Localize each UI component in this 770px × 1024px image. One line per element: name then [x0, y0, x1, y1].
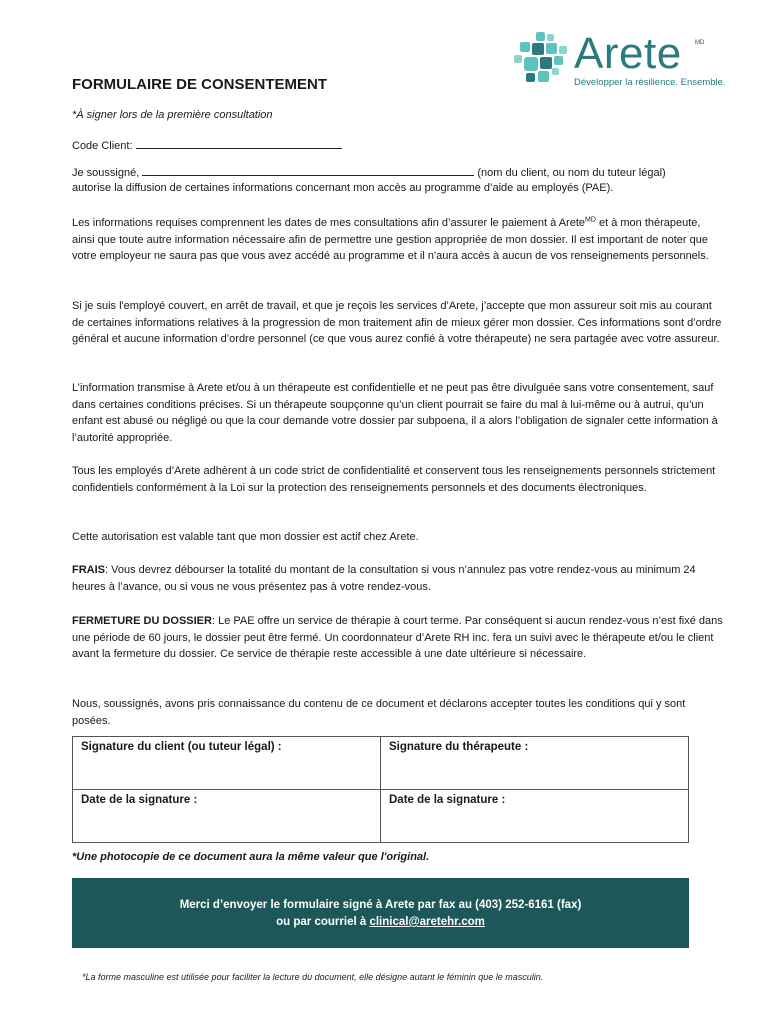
client-name-field[interactable] [142, 165, 474, 176]
email-link[interactable]: clinical@aretehr.com [369, 916, 485, 928]
paragraph-insurer: Si je suis l'employé couvert, en arrêt de travail, et que je reçois les services d’Arete, j’accepte que mon assureur soit mis au courant de certaines informations relatives à la progression de mon traitement afin de mieux gérer mon dossier. Ces informations sont d’ordre général et aucune information d’ordre personnel (ce que vous aurez confié à votre thérapeute) ne sera partagée avec votre assureur. [72, 300, 722, 346]
logo-wordmark: Arete [574, 29, 682, 78]
paragraph-confidentiality: L’information transmise à Arete et/ou à un thérapeute est confidentielle et ne peut pas être divulguée sans votre consentement, sauf dans certaines conditions précises. Si un thérapeute soupçonne qu’un client pourrait se faire du mal à lui-même ou à autrui, qu’un enfant est abusé ou négligé ou que la cour demande votre dossier par subpoena, il a alors l’obligation de signaler cette information à l’autorité appropriée. [72, 382, 718, 444]
form-title: FORMULAIRE DE CONSENTEMENT [72, 76, 327, 93]
p1-md-mark: MD [585, 216, 596, 224]
p1-text-a: Les informations requises comprennent les dates de mes consultations afin d’assurer le paiement à Arete [72, 217, 586, 229]
p1-text-b: et à mon thérapeute, ainsi que toute autre information nécessaire afin de permettre une gestion appropriée de mon dossier. Il est important de noter que votre employeur ne saura pas que vous avez accédé au programme et il n'aura accès à aucun de vos renseignements personnels. [72, 217, 709, 263]
paragraph-frais [72, 562, 724, 595]
gender-footnote: *La forme masculine est utilisée pour faciliter la lecture du document, elle désigne autant le féminin que le masculin. [82, 972, 544, 982]
code-client-label: Code Client: [72, 140, 136, 152]
form-subtitle: *À signer lors de la première consultation [72, 109, 273, 121]
soussigne-line2: autorise la diffusion de certaines informations concernant mon accès au programme d’aide au employés (PAE). [72, 182, 614, 194]
soussigne-suffix: (nom du client, ou nom du tuteur légal) [474, 167, 666, 179]
soussigne-line [72, 165, 666, 179]
paragraph-validity: Cette autorisation est valable tant que mon dossier est actif chez Arete. [72, 531, 419, 543]
arete-logo [512, 29, 726, 90]
submission-banner [72, 878, 689, 948]
therapist-signature-cell[interactable]: Signature du thérapeute : [381, 737, 689, 790]
therapist-date-cell[interactable]: Date de la signature : [381, 790, 689, 843]
client-date-cell[interactable]: Date de la signature : [73, 790, 381, 843]
arete-logo-mark-icon [512, 30, 572, 88]
code-client-line [72, 138, 342, 152]
paragraph-fermeture [72, 613, 724, 663]
frais-text: : Vous devrez débourser la totalité du montant de la consultation si vous n’annulez pas votre rendez-vous au minimum 24 heures à l’avance, ou si vous ne vous présentez pas à votre rendez-vous. [72, 564, 696, 593]
banner-fax-line: Merci d’envoyer le formulaire signé à Arete par fax au (403) 252-6161 (fax) [179, 899, 582, 911]
soussigne-prefix: Je soussigné, [72, 167, 143, 179]
photocopy-note: *Une photocopie de ce document aura la même valeur que l'original. [72, 851, 430, 863]
banner-email-line [72, 914, 689, 931]
logo-tagline: Développer la résilience. Ensemble. [574, 77, 726, 88]
paragraph-information [72, 215, 724, 265]
frais-label: FRAIS [72, 564, 105, 576]
paragraph-code-strict: Tous les employés d’Arete adhèrent à un code strict de confidentialité et conservent tous les renseignements personnels strictement confidentiels conformément à la Loi sur la protection des renseignements personnels et des documents électroniques. [72, 465, 716, 494]
banner-email-prefix: ou par courriel à [276, 916, 370, 928]
client-signature-cell[interactable]: Signature du client (ou tuteur légal) : [73, 737, 381, 790]
logo-md-mark: MD [695, 40, 705, 46]
fermeture-label: FERMETURE DU DOSSIER [72, 615, 212, 627]
signature-table [72, 736, 689, 843]
code-client-field[interactable] [136, 138, 342, 149]
fermeture-text: : Le PAE offre un service de thérapie à court terme. Par conséquent si aucun rendez-vous n’est fixé dans une période de 60 jours, le dossier peut être fermé. Un coordonnateur d’Arete RH inc. fera un suivi avec le thérapeute et/ou le client avant la fermeture du dossier. Ce service de thérapie reste accessible à une date ultérieure si nécessaire. [72, 615, 723, 661]
paragraph-acceptance: Nous, soussignés, avons pris connaissance du contenu de ce document et déclarons accepter toutes les conditions qui y sont posées. [72, 698, 686, 727]
